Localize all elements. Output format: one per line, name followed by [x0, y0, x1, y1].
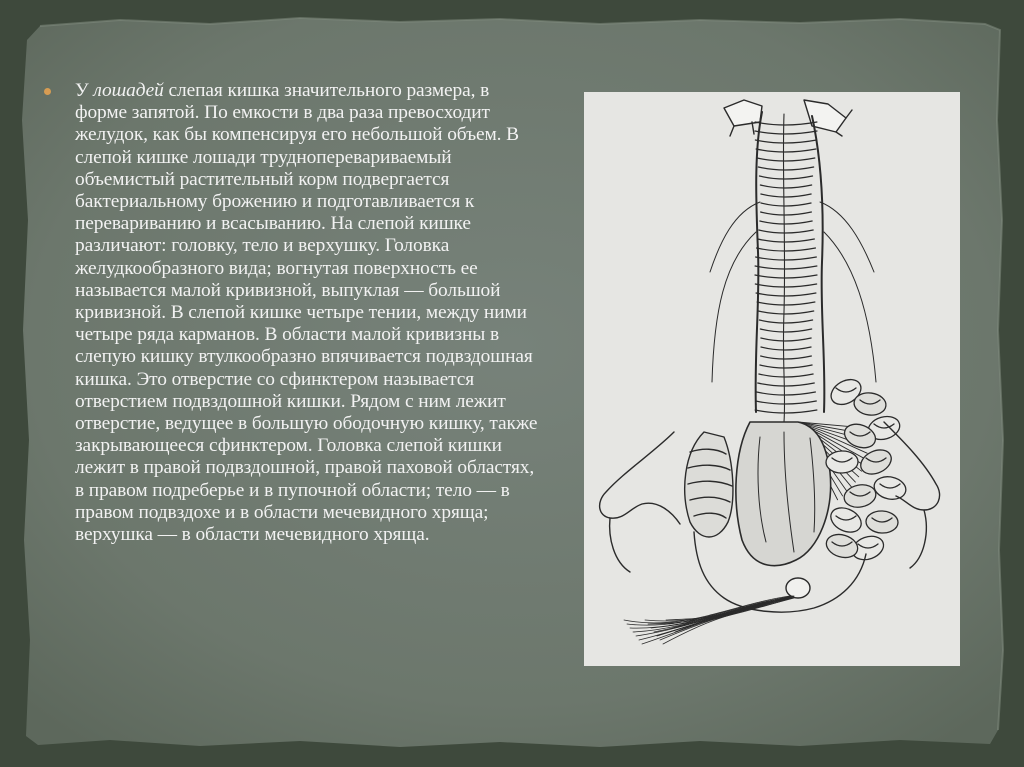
tail: [786, 578, 810, 598]
emphasized-word: лошадей: [93, 80, 164, 101]
bullet-marker: [44, 88, 51, 95]
slide-text-body: [44, 80, 544, 546]
bullet-text: слепая кишка значительного размера, в форме запятой. По емкости в два раза превосходит желудок, как бы компенсируя его небольшой объем. В слепой кишке лошади трудноперевариваемый объемистый растительный корм подвергается бактериальному брожению и подготавливается к перевариванию и всасыванию. На слепой кишке различают: головку, тело и верхушку. Головка желудкообразного вида; вогнутая поверхность ее называется малой кривизной, выпуклая — большой кривизной. В слепой кишке четыре тении, между ними четыре ряда карманов. В области малой кривизны в слепую кишку втулкообразно впячивается подвздошная кишка. Это отверстие со сфинктером называется отверстием подвздошной кишки. Рядом с ним лежит отверстие, ведущее в большую ободочную кишку, также закрывающееся сфинктером. Головка слепой кишки лежит в правой подвздошной, правой паховой областях, в правом подреберье и в пупочной области; тело — в правом подвздохе и в области мечевидного хряща; верхушка — в области мечевидного хряща.: [75, 80, 538, 546]
bullet-prefix: У: [75, 80, 94, 101]
bullet-paragraph: [44, 80, 544, 546]
cecum-illustration: [584, 92, 960, 666]
